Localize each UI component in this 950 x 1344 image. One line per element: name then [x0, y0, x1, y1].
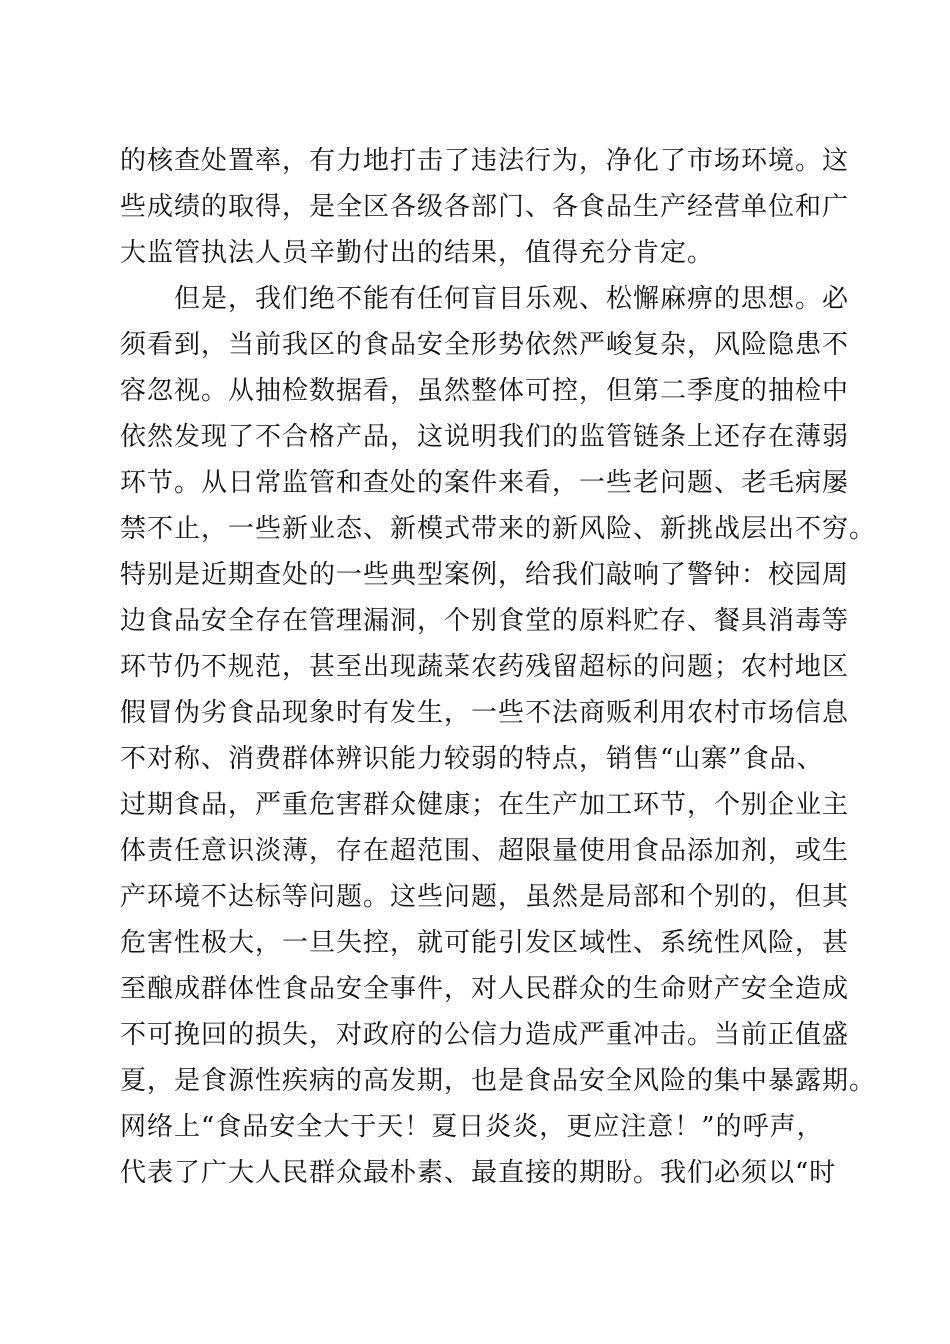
text-line: 假冒伪劣食品现象时有发生，一些不法商贩利用农村市场信息 — [120, 698, 850, 728]
text-line: 禁不止，一些新业态、新模式带来的新风险、新挑战层出不穷。 — [120, 514, 877, 544]
text-line: 边食品安全存在管理漏洞，个别食堂的原料贮存、餐具消毒等 — [120, 606, 850, 636]
text-line: 不可挽回的损失，对政府的公信力造成严重冲击。当前正值盛 — [120, 1020, 850, 1050]
text-line: 不对称、消费群体辨识能力较弱的特点，销售“山寨”食品、 — [120, 744, 824, 774]
text-line: 网络上“食品安全大于天！夏日炎炎，更应注意！”的呼声， — [120, 1112, 824, 1142]
text-line: 容忽视。从抽检数据看，虽然整体可控，但第二季度的抽检中 — [120, 376, 850, 406]
text-line: 特别是近期查处的一些典型案例，给我们敲响了警钟：校园周 — [120, 560, 850, 590]
text-line: 代表了广大人民群众最朴素、最直接的期盼。我们必须以“时 — [120, 1158, 837, 1188]
text-line: 环节。从日常监管和查处的案件来看，一些老问题、老毛病屡 — [120, 468, 850, 498]
text-line: 依然发现了不合格产品，这说明我们的监管链条上还存在薄弱 — [120, 422, 850, 452]
text-line: 些成绩的取得，是全区各级各部门、各食品生产经营单位和广 — [120, 192, 850, 222]
text-line: 产环境不达标等问题。这些问题，虽然是局部和个别的，但其 — [120, 882, 850, 912]
text-line: 体责任意识淡薄，存在超范围、超限量使用食品添加剂，或生 — [120, 836, 850, 866]
text-line: 须看到，当前我区的食品安全形势依然严峻复杂，风险隐患不 — [120, 330, 850, 360]
text-line: 的核查处置率，有力地打击了违法行为，净化了市场环境。这 — [120, 146, 850, 176]
paragraph — [120, 138, 850, 276]
text-line: 过期食品，严重危害群众健康；在生产加工环节，个别企业主 — [120, 790, 850, 820]
text-line: 至酿成群体性食品安全事件，对人民群众的生命财产安全造成 — [120, 974, 850, 1004]
text-line: 危害性极大，一旦失控，就可能引发区域性、系统性风险，甚 — [120, 928, 850, 958]
text-line: 大监管执法人员辛勤付出的结果，值得充分肯定。 — [120, 238, 715, 268]
text-line: 但是，我们绝不能有任何盲目乐观、松懈麻痹的思想。必 — [174, 284, 850, 314]
text-line: 夏，是食源性疾病的高发期，也是食品安全风险的集中暴露期。 — [120, 1066, 877, 1096]
document-body — [120, 138, 877, 1196]
text-line: 环节仍不规范，甚至出现蔬菜农药残留超标的问题；农村地区 — [120, 652, 850, 682]
paragraph — [120, 276, 877, 1196]
